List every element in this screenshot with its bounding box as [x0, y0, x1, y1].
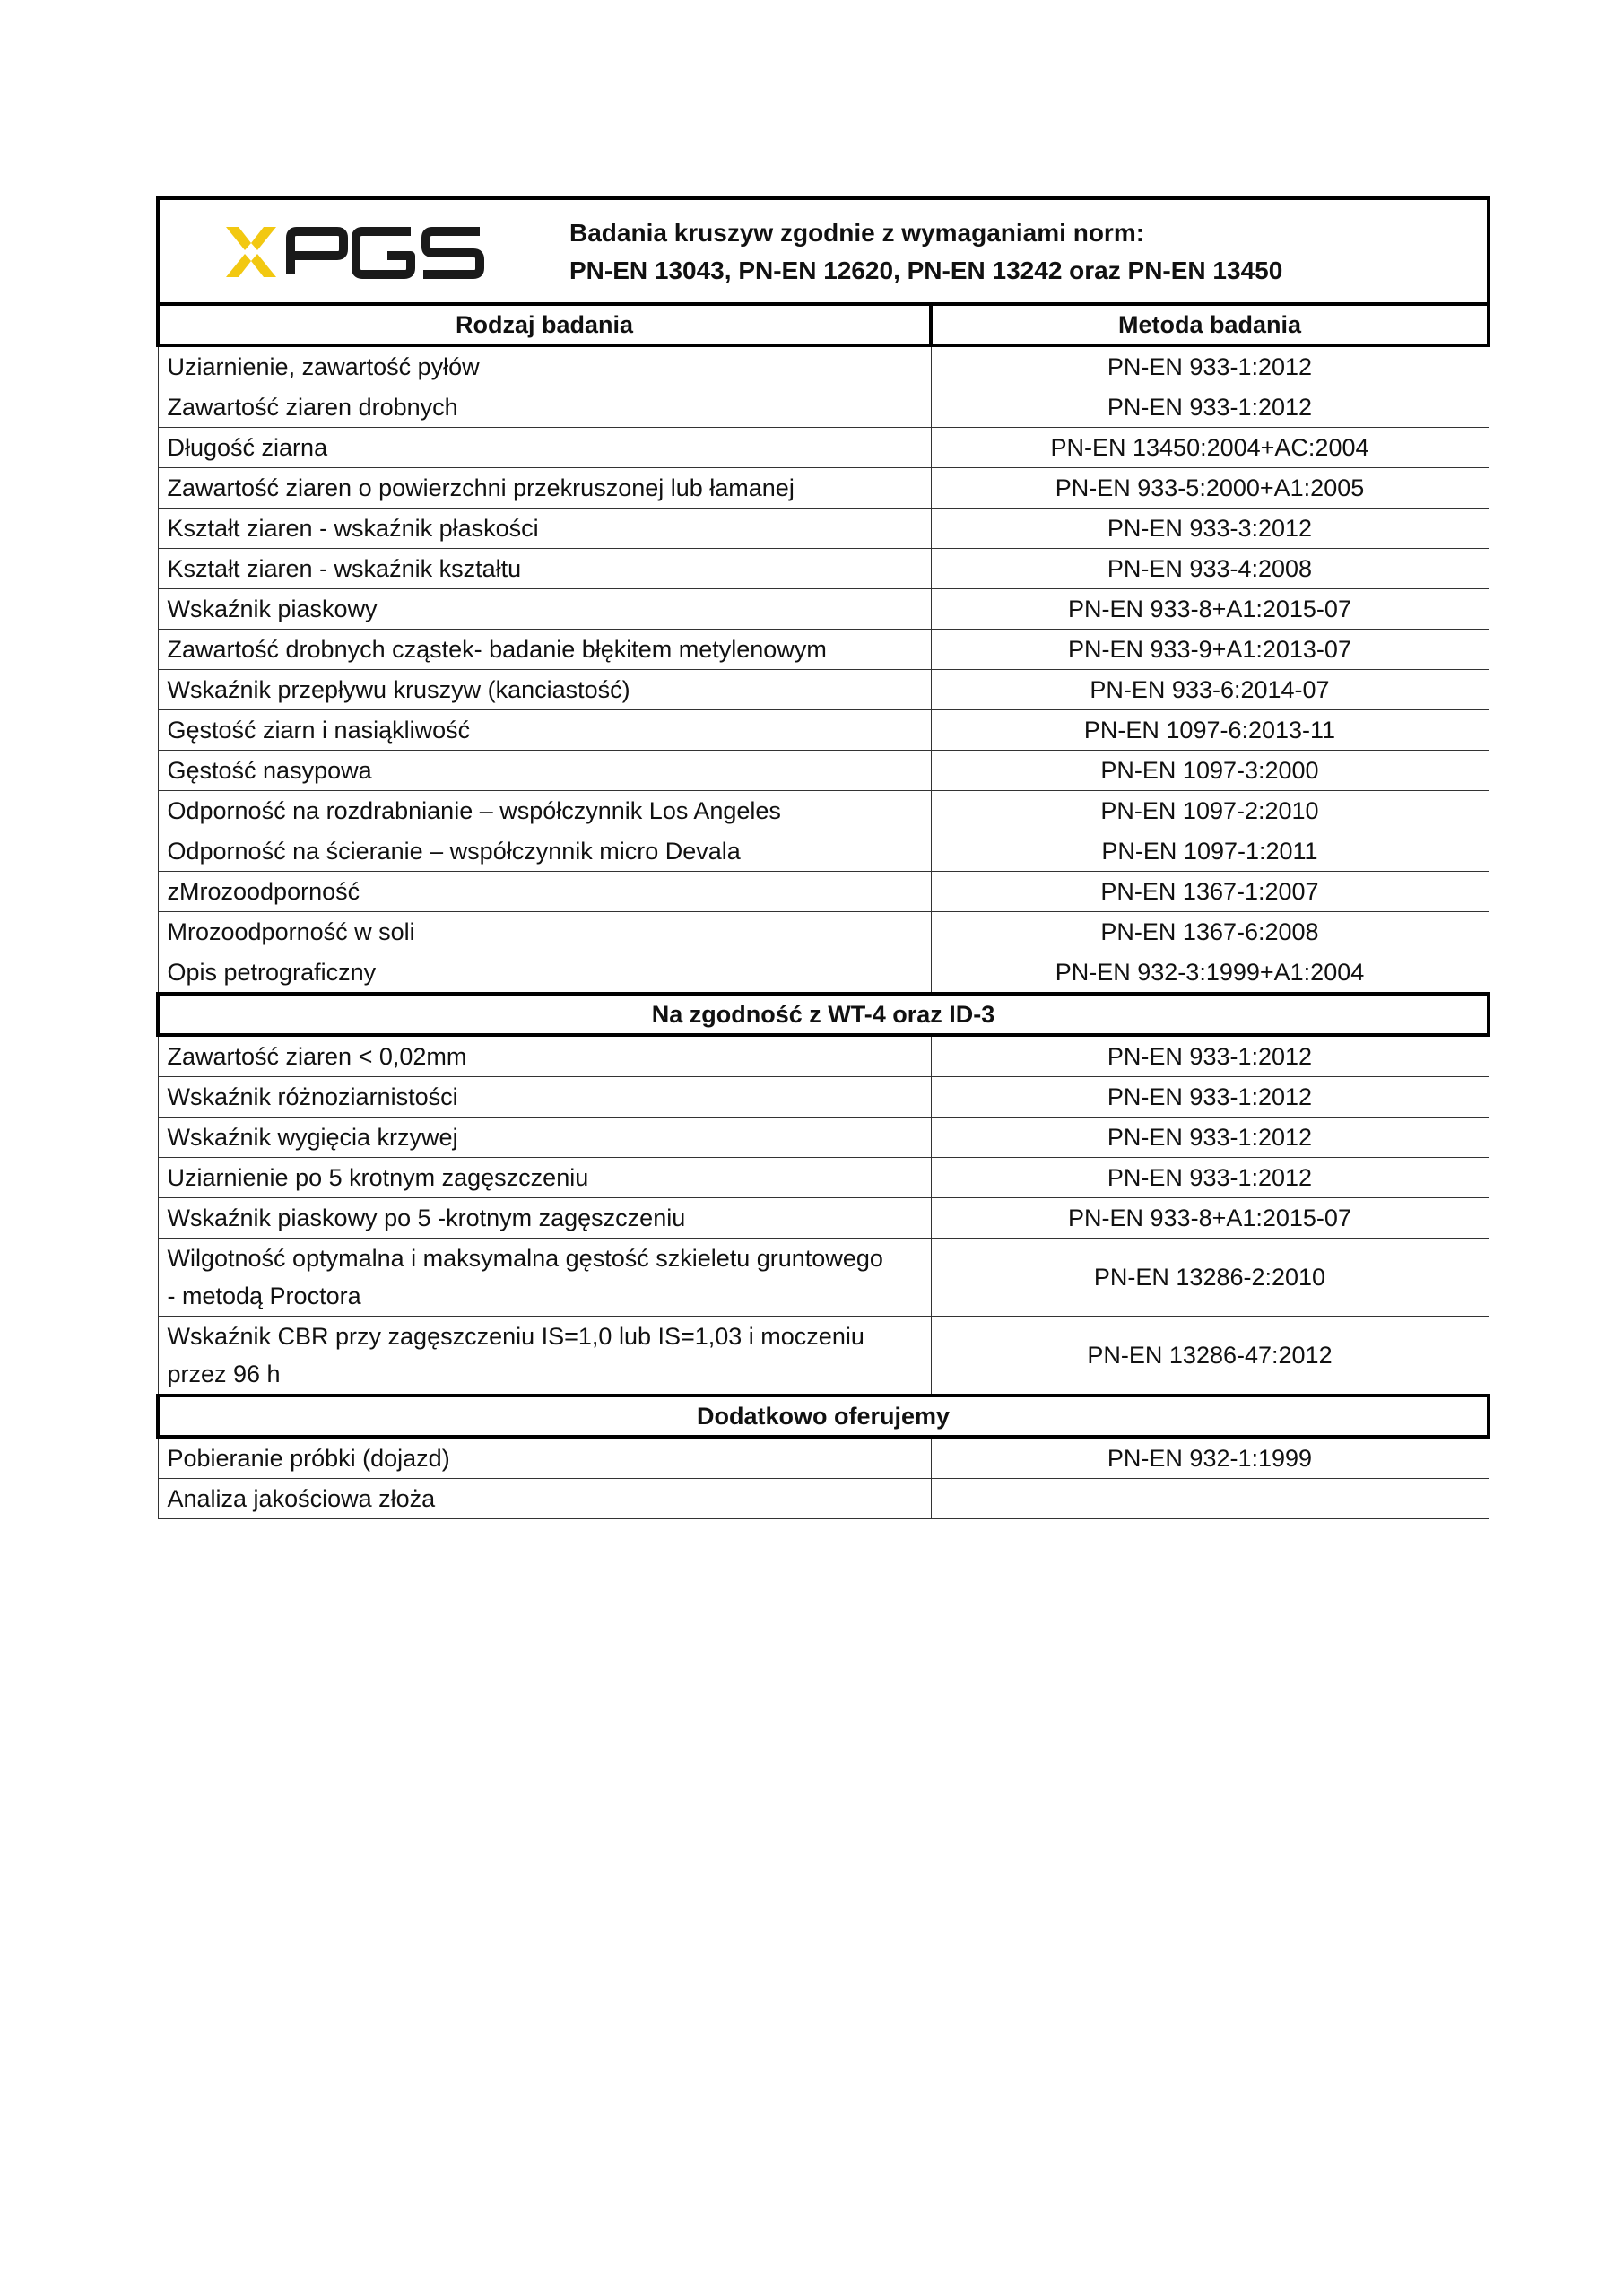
- test-name: Zawartość ziaren o powierzchni przekruszonej lub łamanej: [158, 468, 931, 509]
- test-method: PN-EN 933-8+A1:2015-07: [931, 1198, 1489, 1239]
- table-row: [158, 831, 1489, 872]
- test-method: PN-EN 13450:2004+AC:2004: [931, 428, 1489, 468]
- table-row: [158, 428, 1489, 468]
- test-name: Zawartość ziaren < 0,02mm: [158, 1035, 931, 1077]
- test-name: Gęstość ziarn i nasiąkliwość: [158, 710, 931, 751]
- section-title-wt4: Na zgodność z WT-4 oraz ID-3: [158, 994, 1489, 1035]
- table-row: [158, 751, 1489, 791]
- test-name: zMrozoodporność: [158, 872, 931, 912]
- test-method: PN-EN 13286-47:2012: [931, 1317, 1489, 1396]
- table-row: [158, 589, 1489, 630]
- table-row: [158, 1437, 1489, 1479]
- column-header-test-type: Rodzaj badania: [158, 304, 931, 345]
- table-row: [158, 1198, 1489, 1239]
- test-name: Opis petrograficzny: [158, 952, 931, 995]
- test-method: PN-EN 933-1:2012: [931, 345, 1489, 387]
- tests-table: [156, 196, 1490, 1519]
- header-line-1: Badania kruszyw zgodnie z wymaganiami norm:: [569, 219, 1145, 247]
- section-title-additional: Dodatkowo oferujemy: [158, 1396, 1489, 1437]
- test-method: PN-EN 933-3:2012: [931, 509, 1489, 549]
- test-method: PN-EN 1097-2:2010: [931, 791, 1489, 831]
- test-method: PN-EN 1367-6:2008: [931, 912, 1489, 952]
- test-name: [158, 1317, 931, 1396]
- test-name-line-1: Wilgotność optymalna i maksymalna gęstość szkieletu gruntowego: [167, 1245, 883, 1272]
- table-row: [158, 509, 1489, 549]
- test-name: [158, 1239, 931, 1317]
- test-method: PN-EN 933-4:2008: [931, 549, 1489, 589]
- table-row: [158, 1118, 1489, 1158]
- table-row: [158, 387, 1489, 428]
- test-method: PN-EN 933-9+A1:2013-07: [931, 630, 1489, 670]
- test-name: Pobieranie próbki (dojazd): [158, 1437, 931, 1479]
- table-row: [158, 468, 1489, 509]
- table-row: [158, 1158, 1489, 1198]
- test-name: Kształt ziaren - wskaźnik płaskości: [158, 509, 931, 549]
- test-name: Uziarnienie, zawartość pyłów: [158, 345, 931, 387]
- test-name: Zawartość ziaren drobnych: [158, 387, 931, 428]
- test-method: PN-EN 932-1:1999: [931, 1437, 1489, 1479]
- test-name: Odporność na ścieranie – współczynnik micro Devala: [158, 831, 931, 872]
- test-name: Wskaźnik wygięcia krzywej: [158, 1118, 931, 1158]
- table-row: [158, 345, 1489, 387]
- table-row: [158, 791, 1489, 831]
- test-method: PN-EN 932-3:1999+A1:2004: [931, 952, 1489, 995]
- test-method: PN-EN 933-6:2014-07: [931, 670, 1489, 710]
- table-row: [158, 549, 1489, 589]
- table-row: [158, 1317, 1489, 1396]
- test-method: PN-EN 933-1:2012: [931, 1158, 1489, 1198]
- test-method: PN-EN 933-1:2012: [931, 1118, 1489, 1158]
- test-method: PN-EN 1097-6:2013-11: [931, 710, 1489, 751]
- header-line-2: PN-EN 13043, PN-EN 12620, PN-EN 13242 oraz PN-EN 13450: [569, 257, 1283, 284]
- column-header-method: Metoda badania: [931, 304, 1489, 345]
- test-name: Wskaźnik piaskowy po 5 -krotnym zagęszczeniu: [158, 1198, 931, 1239]
- test-name-line-1: Wskaźnik CBR przy zagęszczeniu IS=1,0 lub IS=1,03 i moczeniu: [167, 1323, 864, 1350]
- column-header-row: [158, 304, 1489, 345]
- test-method: PN-EN 1097-1:2011: [931, 831, 1489, 872]
- table-row: [158, 872, 1489, 912]
- table-row: [158, 1077, 1489, 1118]
- table-row: [158, 1239, 1489, 1317]
- header-cell: [158, 198, 1489, 304]
- test-name: Mrozoodporność w soli: [158, 912, 931, 952]
- pgs-logo: [226, 227, 486, 279]
- test-name: Zawartość drobnych cząstek- badanie błękitem metylenowym: [158, 630, 931, 670]
- test-method: PN-EN 933-1:2012: [931, 1035, 1489, 1077]
- test-name-line-2: przez 96 h: [167, 1361, 281, 1387]
- test-method: PN-EN 933-1:2012: [931, 1077, 1489, 1118]
- test-name: Gęstość nasypowa: [158, 751, 931, 791]
- test-name: Kształt ziaren - wskaźnik kształtu: [158, 549, 931, 589]
- test-method: PN-EN 1367-1:2007: [931, 872, 1489, 912]
- table-row: [158, 670, 1489, 710]
- table-row: [158, 1035, 1489, 1077]
- test-name: Odporność na rozdrabnianie – współczynnik Los Angeles: [158, 791, 931, 831]
- table-row: [158, 710, 1489, 751]
- table-row: [158, 952, 1489, 995]
- test-name: Długość ziarna: [158, 428, 931, 468]
- test-method: PN-EN 933-8+A1:2015-07: [931, 589, 1489, 630]
- header-text: [569, 214, 1282, 290]
- document-sheet: [156, 196, 1487, 1519]
- test-method: PN-EN 1097-3:2000: [931, 751, 1489, 791]
- table-row: [158, 1479, 1489, 1519]
- test-method: PN-EN 933-1:2012: [931, 387, 1489, 428]
- test-name: Wskaźnik piaskowy: [158, 589, 931, 630]
- test-method: [931, 1479, 1489, 1519]
- table-row: [158, 630, 1489, 670]
- test-name: Wskaźnik przepływu kruszyw (kanciastość): [158, 670, 931, 710]
- test-method: PN-EN 933-5:2000+A1:2005: [931, 468, 1489, 509]
- header-row: [158, 198, 1489, 304]
- test-name-line-2: - metodą Proctora: [167, 1283, 361, 1309]
- section-header-row: [158, 994, 1489, 1035]
- test-method: PN-EN 13286-2:2010: [931, 1239, 1489, 1317]
- table-row: [158, 912, 1489, 952]
- test-name: Wskaźnik różnoziarnistości: [158, 1077, 931, 1118]
- test-name: Uziarnienie po 5 krotnym zagęszczeniu: [158, 1158, 931, 1198]
- test-name: Analiza jakościowa złoża: [158, 1479, 931, 1519]
- section-header-row: [158, 1396, 1489, 1437]
